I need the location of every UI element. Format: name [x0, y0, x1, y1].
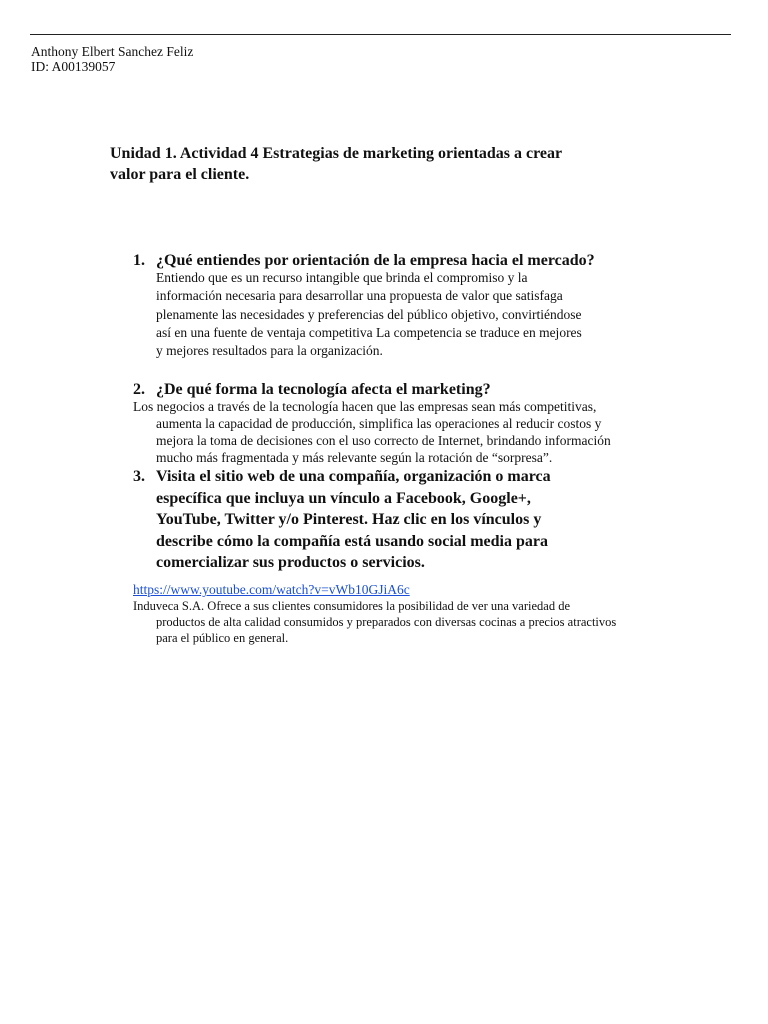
answer-line: Los negocios a través de la tecnología hacen que las empresas sean más competitivas,	[133, 399, 597, 414]
header-rule	[30, 34, 731, 35]
answer-line: productos de alta calidad consumidos y preparados con diversas cocinas a precios atractivos	[156, 615, 617, 629]
question-line: comercializar sus productos o servicios.	[156, 554, 425, 571]
answer-line: y mejores resultados para la organización.	[156, 343, 383, 359]
answer-line: Induveca S.A. Ofrece a sus clientes consumidores la posibilidad de ver una variedad de	[133, 599, 571, 613]
question-line: ¿De qué forma la tecnología afecta el marketing?	[156, 381, 491, 398]
answer-line: aumenta la capacidad de producción, simplifica las operaciones al reducir costos y	[156, 416, 602, 431]
question-line: ¿Qué entiendes por orientación de la empresa hacia el mercado?	[156, 252, 595, 269]
question-line: específica que incluya un vínculo a Facebook, Google+,	[156, 489, 531, 507]
question-number: 1.	[133, 252, 145, 269]
document-title	[110, 143, 650, 185]
document-header	[31, 44, 193, 74]
author-name: Anthony Elbert Sanchez Feliz	[31, 44, 194, 59]
question-line: describe cómo la compañía está usando social media para	[156, 532, 548, 550]
answer-line: mejora la toma de decisiones con el uso correcto de Internet, brindando información	[156, 433, 611, 448]
answer-line: Entiendo que es un recurso intangible que brinda el compromiso y la	[156, 270, 528, 285]
answer-3	[133, 598, 616, 646]
student-id: ID: A00139057	[31, 59, 116, 74]
answer-line: para el público en general.	[156, 631, 289, 645]
title-line: Unidad 1. Actividad 4 Estrategias de marketing orientadas a crear	[110, 145, 563, 162]
answer-line: así en una fuente de ventaja competitiva La competencia se traduce en mejores	[156, 324, 582, 340]
question-line: Visita el sitio web de una compañía, organización o marca	[156, 468, 551, 485]
question-line: YouTube, Twitter y/o Pinterest. Haz clic en los vínculos y	[156, 511, 542, 528]
youtube-link[interactable]: https://www.youtube.com/watch?v=vWb10GJiA6c	[133, 582, 410, 597]
answer-line: plenamente las necesidades y preferencias del público objetivo, convirtiéndose	[156, 306, 582, 322]
answer-line: información necesaria para desarrollar una propuesta de valor que satisfaga	[156, 288, 563, 304]
question-number: 3.	[133, 468, 145, 485]
title-line: valor para el cliente.	[110, 166, 250, 183]
answer-line: mucho más fragmentada y más relevante según la rotación de “sorpresa”.	[156, 450, 553, 465]
question-text	[156, 466, 551, 574]
answer-2	[133, 398, 611, 466]
answer-1	[156, 269, 582, 360]
question-number: 2.	[133, 381, 145, 398]
